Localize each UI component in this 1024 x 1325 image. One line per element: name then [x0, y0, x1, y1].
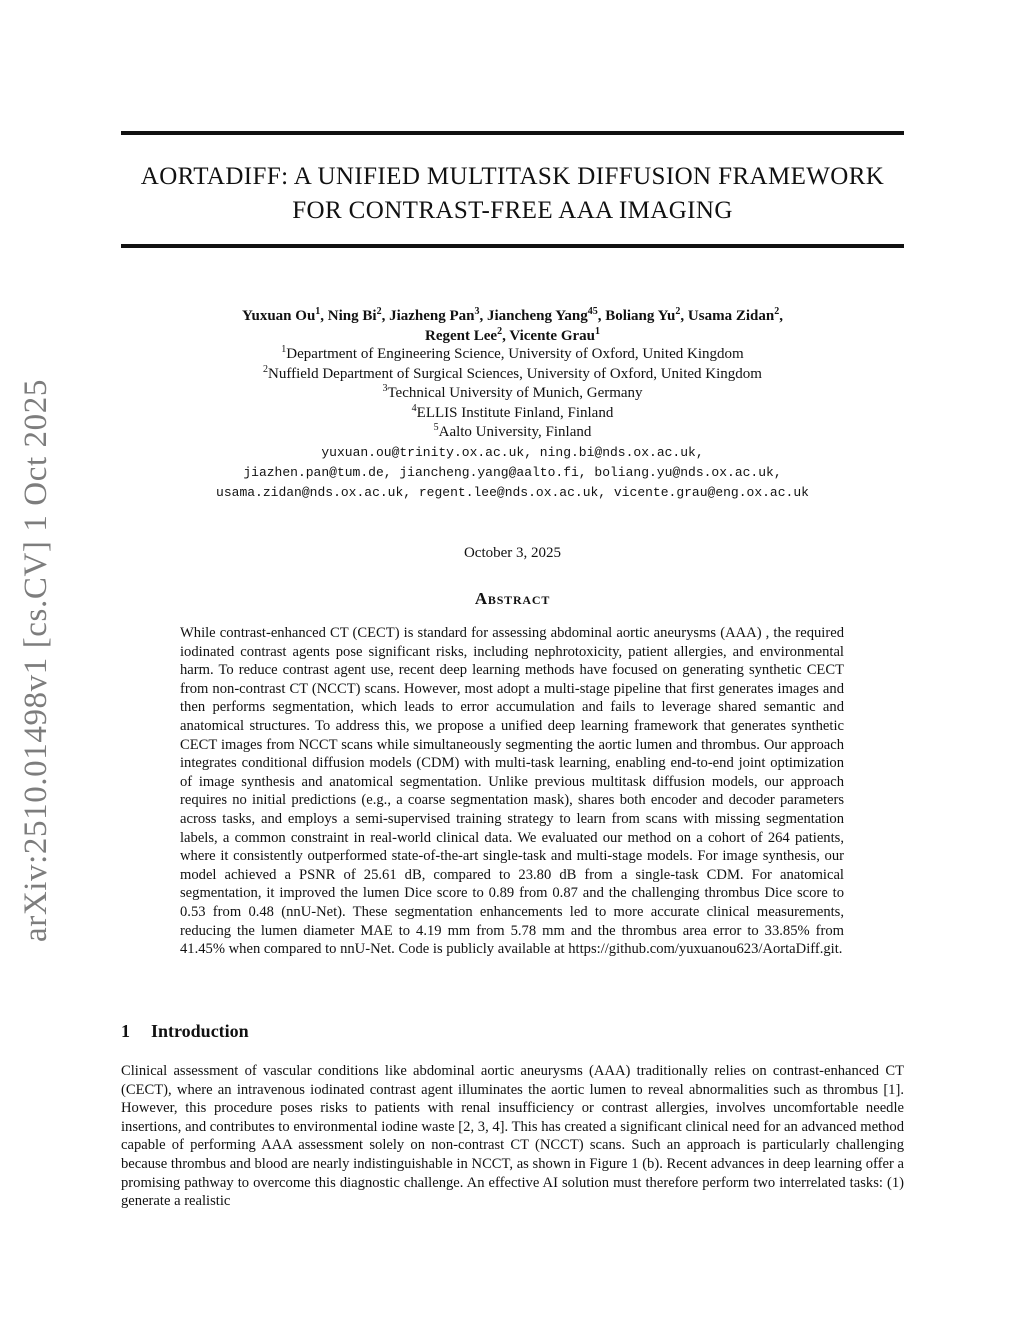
section-heading-introduction	[121, 1021, 249, 1042]
author-affiliation-mark: 1	[315, 306, 321, 317]
email-line-2: jiazhen.pan@tum.de, jiancheng.yang@aalto.fi, boliang.yu@nds.ox.ac.uk,	[243, 465, 782, 480]
author-affiliation-mark: 2	[497, 326, 503, 337]
affiliation-text: Department of Engineering Science, University of Oxford, United Kingdom	[286, 346, 744, 362]
affiliation	[121, 404, 904, 424]
email-list	[121, 443, 904, 503]
title-rule-top	[121, 131, 904, 135]
author-affiliation-mark: 2	[376, 306, 382, 317]
affiliation-mark: 5	[433, 422, 439, 434]
author-list	[121, 306, 904, 346]
author-affiliation-mark: 3	[474, 306, 480, 317]
author-affiliation-mark: 1	[594, 326, 600, 337]
publication-date: October 3, 2025	[463, 545, 562, 561]
abstract-text: While contrast-enhanced CT (CECT) is standard for assessing abdominal aortic aneurysms (AAA) , the required iodinated contrast agents pose significant risks, including nephrotoxicity, patient allergies, and environmental harm. To reduce contrast agent use, recent deep learning methods have focused on generating synthetic CECT from non-contrast CT (NCCT) scans. However, most adopt a multi-stage pipeline that first generates images and then performs segmentation, which leads to error accumulation and fails to leverage shared semantic and anatomical structures. To address this, we propose a unified deep learning framework that generates synthetic CECT images from NCCT scans while simultaneously segmenting the aortic lumen and thrombus. Our approach integrates conditional diffusion models (CDM) with multi-task learning, enabling end-to-end joint optimization of image synthesis and anatomical segmentation. Unlike previous multitask diffusion models, our approach requires no initial predictions (e.g., a coarse segmentation mask), shares both encoder and decoder parameters across tasks, and employs a semi-supervised training strategy to learn from scans with missing segmentation labels, a common constraint in real-world clinical data. We evaluated our method on a cohort of 264 patients, where it consistently outperformed state-of-the-art single-task and multi-stage models. For image synthesis, our model achieved a PSNR of 25.61 dB, compared to 23.80 dB from a single-task CDM. For anatomical segmentation, it improved the lumen Dice score to 0.89 from 0.87 and the challenging thrombus Dice score to 0.53 from 0.48 (nnU-Net). These segmentation enhancements led to more accurate clinical measurements, reducing the lumen diameter MAE to 4.19 mm from 5.78 mm and the thrombus area error to 33.85% from 41.45% when compared to nnU-Net. Code is publicly available at https://github.com/yuxuanou623/AortaDiff.git.	[180, 625, 844, 958]
email-line-1: yuxuan.ou@trinity.ox.ac.uk, ning.bi@nds.ox.ac.uk,	[321, 445, 704, 460]
abstract-heading: Abstract	[474, 589, 551, 608]
affiliation-text: Nuffield Department of Surgical Sciences, University of Oxford, United Kingdom	[268, 365, 762, 382]
title-line-1: AORTADIFF: A UNIFIED MULTITASK DIFFUSION FRAMEWORK	[140, 163, 885, 190]
paper-title	[121, 160, 904, 228]
affiliation-mark: 3	[382, 383, 388, 395]
author-name: Yuxuan Ou	[242, 308, 316, 324]
author-name: Ning Bi	[327, 308, 377, 324]
affiliation-text: Aalto University, Finland	[438, 424, 592, 441]
introduction-text: Clinical assessment of vascular conditions like abdominal aortic aneurysms (AAA) traditionally relies on contrast-enhanced CT (CECT), where an intravenous iodinated contrast agent illuminates the aortic lumen to reveal abnormalities such as thrombus [1]. However, this procedure poses risks to patients with renal insufficiency or contrast allergies, involves uncomfortable needle insertions, and contributes to environmental iodine waste [2, 3, 4]. This has created a significant clinical need for an advanced method capable of performing AAA assessment solely on non-contrast CT (NCCT) scans. Such an approach is particularly challenging because thrombus and blood are nearly indistinguishable in NCCT, as shown in Figure 1 (b). Recent advances in deep learning offer a promising pathway to overcome this diagnostic challenge. An effective AI solution must therefore perform two interrelated tasks: (1) generate a realistic	[121, 1063, 904, 1210]
author-name: Jiazheng Pan	[389, 308, 475, 324]
affiliation	[121, 365, 904, 385]
affiliation	[121, 384, 904, 404]
affiliation	[121, 345, 904, 365]
author-name: Jiancheng Yang	[487, 308, 588, 324]
affiliation-text: ELLIS Institute Finland, Finland	[416, 404, 614, 421]
title-line-2: FOR CONTRAST-FREE AAA IMAGING	[292, 197, 733, 224]
author-affiliation-mark: 2	[675, 306, 681, 317]
affiliation-mark: 4	[411, 402, 417, 414]
affiliation-list	[121, 345, 904, 443]
affiliation-text: Technical University of Munich, Germany	[387, 385, 643, 402]
author-name: Regent Lee	[425, 328, 498, 344]
author-affiliation-mark: 2	[774, 306, 780, 317]
author-affiliation-mark: 45	[587, 306, 598, 317]
author-name: Vicente Grau	[509, 328, 595, 344]
affiliation-mark: 1	[281, 344, 287, 355]
author-name: Usama Zidan	[687, 308, 775, 324]
author-name: Boliang Yu	[605, 308, 676, 324]
affiliation	[121, 423, 904, 443]
affiliation-mark: 2	[263, 363, 269, 375]
email-line-3: usama.zidan@nds.ox.ac.uk, regent.lee@nds.ox.ac.uk, vicente.grau@eng.ox.ac.uk	[216, 485, 809, 500]
author-line-2: Regent Lee$^2$, Vicente Grau$^1$	[425, 326, 600, 344]
author-line-1: Yuxuan Ou$^1$, Ning Bi$^2$, Jiazheng Pan$^3$, Jiancheng Yang$^{45}$, Boliang Yu$^2$, Usama Zidan$^2$,	[242, 306, 783, 324]
section-number: 1	[121, 1021, 130, 1041]
arxiv-side-stamp	[8, 380, 68, 950]
section-title: Introduction	[151, 1021, 249, 1041]
title-rule-bottom	[121, 244, 904, 248]
arxiv-identifier: arXiv:2510.01498v1 [cs.CV] 1 Oct 2025	[18, 379, 54, 942]
